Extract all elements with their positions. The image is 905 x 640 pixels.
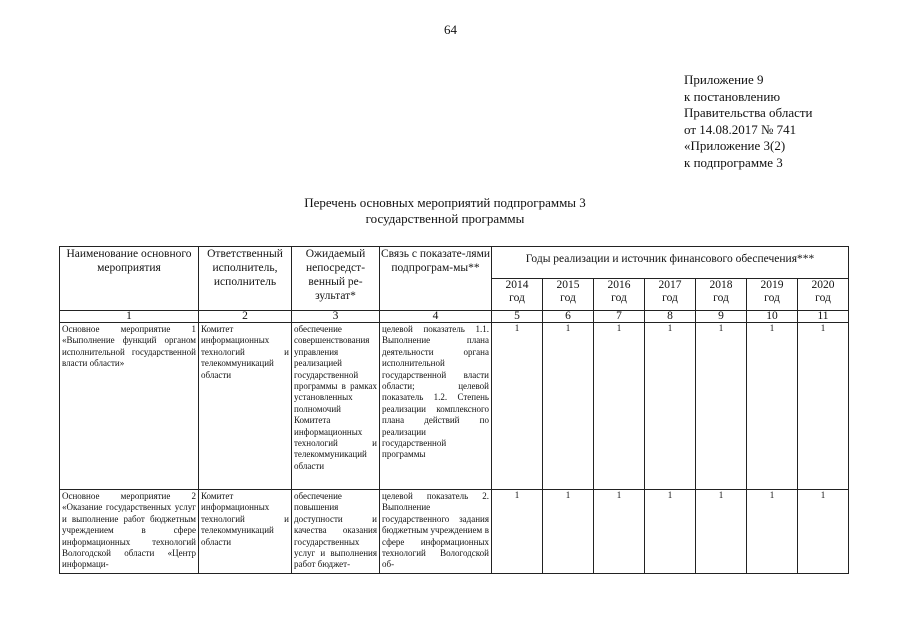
- annex-header: [684, 72, 813, 171]
- annex-line: к подпрограмме 3: [684, 154, 783, 170]
- column-number: 6: [543, 311, 594, 323]
- cell-value: 1: [543, 323, 594, 490]
- page-number: 64: [444, 22, 457, 37]
- header-year: 2020 год: [798, 279, 849, 311]
- document-title-line: Перечень основных мероприятий подпрограммы 3: [304, 195, 586, 210]
- cell-value: 1: [696, 490, 747, 574]
- header-years-group: Годы реализации и источник финансового обеспечения***: [492, 247, 849, 279]
- column-number: 8: [645, 311, 696, 323]
- header-name: Наименование основного мероприятия: [60, 247, 199, 311]
- header-year: 2014 год: [492, 279, 543, 311]
- cell-value: 1: [747, 323, 798, 490]
- column-number: 9: [696, 311, 747, 323]
- cell-value: 1: [645, 323, 696, 490]
- cell-link: целевой показатель 2. Выполнение государственного задания бюджетным учреждением в сфере информационных технологий Вологодской об-: [380, 490, 492, 574]
- cell-value: 1: [492, 490, 543, 574]
- annex-line: от 14.08.2017 № 741: [684, 121, 797, 137]
- annex-line: Правительства области: [684, 105, 813, 120]
- table-row: [60, 490, 849, 574]
- annex-line: к постановлению: [684, 88, 781, 104]
- column-number: 3: [292, 311, 380, 323]
- document-title-line: государственной программы: [365, 211, 525, 226]
- column-number: 1: [60, 311, 199, 323]
- cell-name: Основное мероприятие 1 «Выполнение функций органом исполнительной государственной власти области»: [60, 323, 199, 490]
- cell-value: 1: [594, 490, 645, 574]
- column-number: 10: [747, 311, 798, 323]
- header-year: 2018 год: [696, 279, 747, 311]
- header-year: 2016 год: [594, 279, 645, 311]
- cell-value: 1: [543, 490, 594, 574]
- header-year: 2015 год: [543, 279, 594, 311]
- cell-name: Основное мероприятие 2 «Оказание государственных услуг и выполнение работ бюджетным учреждением в сфере информационных технологий Вологодской области «Центр информаци-: [60, 490, 199, 574]
- column-number: 2: [199, 311, 292, 323]
- column-number: 5: [492, 311, 543, 323]
- header-link: Связь с показате-лями подпрограм-мы**: [380, 247, 492, 311]
- header-year: 2019 год: [747, 279, 798, 311]
- column-number: 4: [380, 311, 492, 323]
- cell-result: обеспечение совершенствования управления реализацией государственной программы в рамках установленных полномочий Комитета информационных технологий и телекоммуникаций области: [292, 323, 380, 490]
- cell-executor: Комитет информационных технологий и телекоммуникаций области: [199, 323, 292, 490]
- cell-value: 1: [594, 323, 645, 490]
- column-number: 11: [798, 311, 849, 323]
- annex-line: «Приложение 3(2): [684, 138, 786, 153]
- cell-executor: Комитет информационных технологий и телекоммуникаций области: [199, 490, 292, 574]
- table-row: [60, 323, 849, 490]
- header-executor: Ответственный исполнитель, исполнитель: [199, 247, 292, 311]
- annex-line: Приложение 9: [684, 72, 764, 87]
- cell-value: 1: [798, 490, 849, 574]
- cell-value: 1: [747, 490, 798, 574]
- cell-value: 1: [645, 490, 696, 574]
- cell-result: обеспечение повышения доступности и качества оказания государственных услуг и выполнения работ бюджет-: [292, 490, 380, 574]
- activities-table: [59, 246, 849, 574]
- cell-link: целевой показатель 1.1. Выполнение плана деятельности органа исполнительной государственной власти области; целевой показатель 1.2. Степень реализации комплексного плана действий по реализации государственной программы: [380, 323, 492, 490]
- document-title: [230, 195, 660, 227]
- column-number: 7: [594, 311, 645, 323]
- header-year: 2017 год: [645, 279, 696, 311]
- header-result: Ожидаемый непосредст-венный ре-зультат*: [292, 247, 380, 311]
- cell-value: 1: [798, 323, 849, 490]
- cell-value: 1: [492, 323, 543, 490]
- cell-value: 1: [696, 323, 747, 490]
